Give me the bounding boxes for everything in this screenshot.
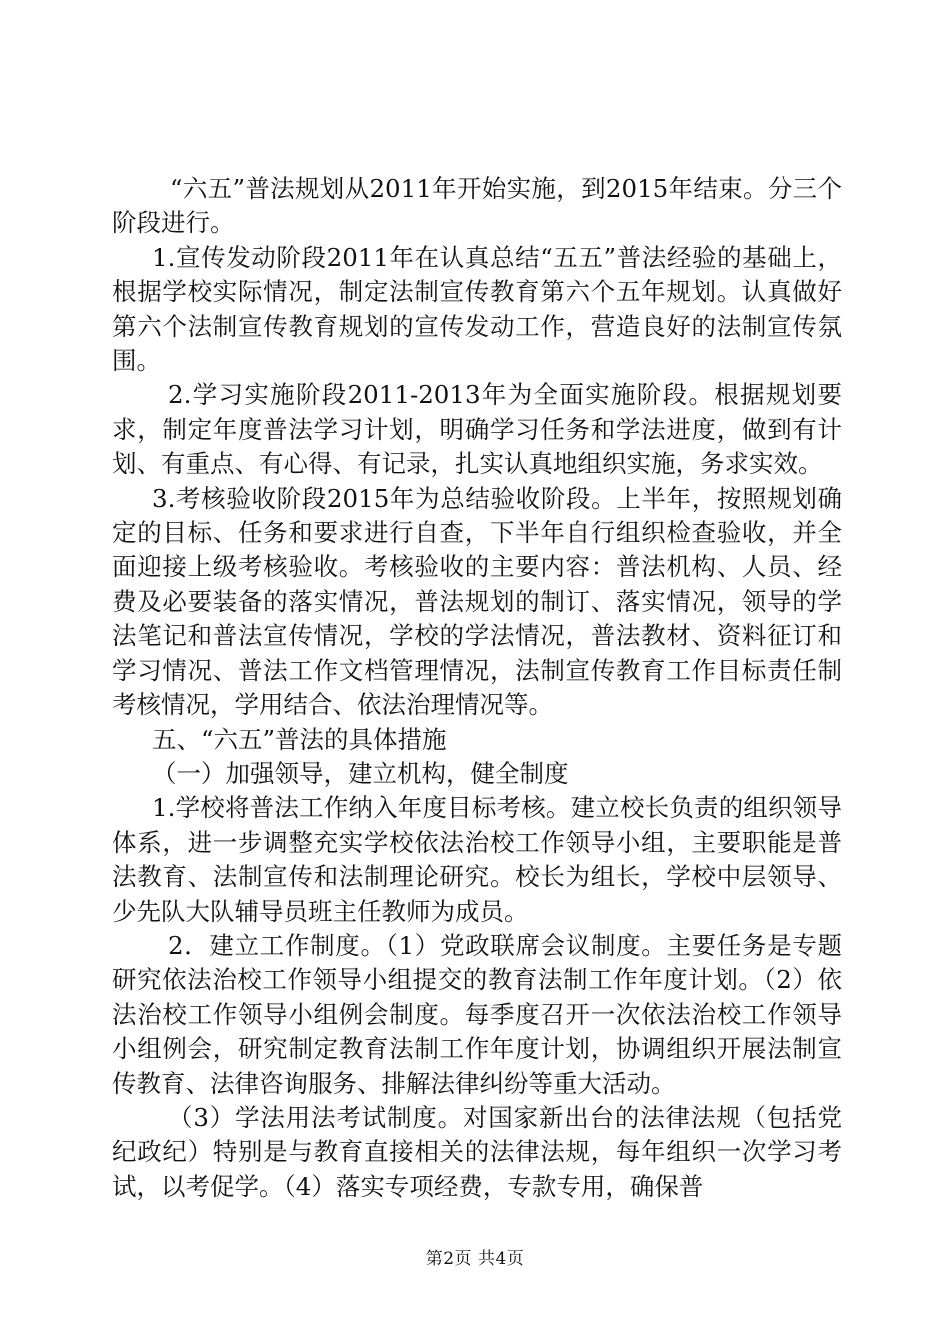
paragraph-measure-1: 1.学校将普法工作纳入年度目标考核。建立校长负责的组织领导体系，进一步调整充实学校依法治校工作领导小组，主要职能是普法教育、法制宣传和法制理论研究。校长为组长，学校中层领导、少先队大队辅导员班主任教师为成员。 [112, 793, 842, 926]
page-number-footer: 第2页 共4页 [425, 1249, 525, 1269]
document-body [112, 172, 842, 1204]
paragraph-plan-period: “六五”普法规划从2011年开始实施，到2015年结束。分三个阶段进行。 [112, 174, 842, 238]
paragraph-measure-3: （3）学法用法考试制度。对国家新出台的法律法规（包括党纪政纪）特别是与教育直接相关的法律法规，每年组织一次学习考试，以考促学。（4）落实专项经费，专款专用，确保普 [112, 1102, 842, 1201]
subsection-heading-leadership: （一）加强领导，建立机构，健全制度 [152, 758, 569, 788]
paragraph-stage-1: 1.宣传发动阶段2011年在认真总结“五五”普法经验的基础上，根据学校实际情况，制定法制宣传教育第六个五年规划。认真做好第六个法制宣传教育规划的宣传发动工作，营造良好的法制宣传氛围。 [112, 242, 842, 376]
paragraph-stage-3: 3.考核验收阶段2015年为总结验收阶段。上半年，按照规划确定的目标、任务和要求进行自查，下半年自行组织检查验收，并全面迎接上级考核验收。考核验收的主要内容：普法机构、人员、经费及必要装备的落实情况，普法规划的制订、落实情况，领导的学法笔记和普法宣传情况，学校的学法情况，普法教材、资料征订和学习情况、普法工作文档管理情况，法制宣传教育工作目标责任制考核情况，学用结合、依法治理情况等。 [112, 483, 842, 720]
paragraph-stage-2: 2.学习实施阶段2011-2013年为全面实施阶段。根据规划要求，制定年度普法学习计划，明确学习任务和学法进度，做到有计划、有重点、有心得、有记录，扎实认真地组织实施，务求实效。 [112, 380, 842, 479]
section-heading-measures: 五、“六五”普法的具体措施 [152, 724, 447, 754]
paragraph-measure-2: 2．建立工作制度。（1）党政联席会议制度。主要任务是专题研究依法治校工作领导小组提交的教育法制工作年度计划。（2）依法治校工作领导小组例会制度。每季度召开一次依法治校工作领导小组例会，研究制定教育法制工作年度计划，协调组织开展法制宣传教育、法律咨询服务、排解法律纠纷等重大活动。 [112, 930, 842, 1098]
